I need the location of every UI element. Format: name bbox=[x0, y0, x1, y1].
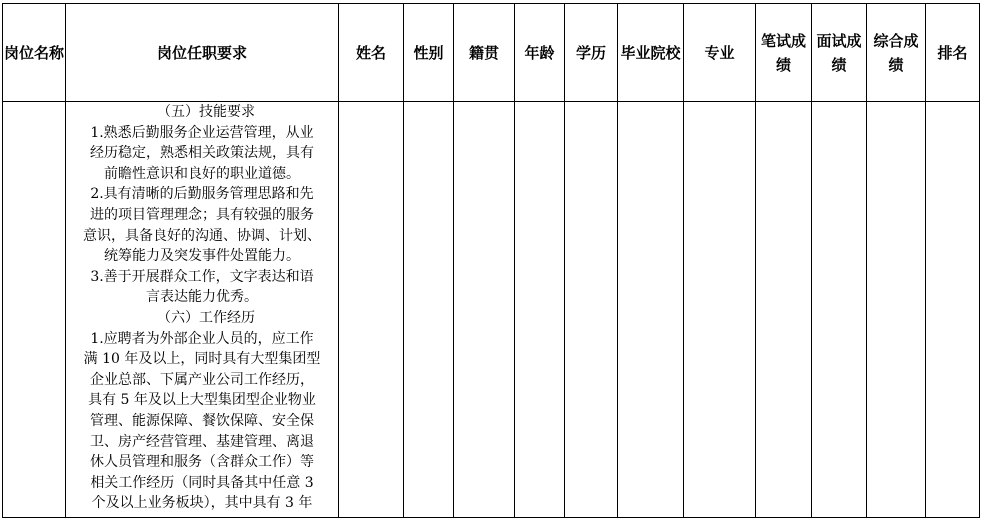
header-interview-score: 面试成绩 bbox=[812, 4, 867, 102]
cell-origin bbox=[454, 102, 515, 518]
req-line: 前瞻性意识和良好的职业道德。 bbox=[104, 165, 300, 182]
header-education: 学历 bbox=[565, 4, 618, 102]
req-line: 满 10 年及以上，同时具有大型集团型 bbox=[83, 351, 321, 368]
header-name: 姓名 bbox=[339, 4, 404, 102]
cell-education bbox=[565, 102, 618, 518]
req-line: 言表达能力优秀。 bbox=[146, 289, 258, 306]
cell-gender bbox=[404, 102, 454, 518]
header-origin: 籍贯 bbox=[454, 4, 515, 102]
cell-school bbox=[618, 102, 684, 518]
req-line: 具有 5 年及以上大型集团型企业物业 bbox=[88, 392, 316, 409]
req-line: 1.应聘者为外部企业人员的，应工作 bbox=[90, 330, 314, 347]
cell-age bbox=[515, 102, 565, 518]
req-line: 管理、能源保障、餐饮保障、安全保 bbox=[90, 412, 314, 429]
req-line: （五）技能要求 bbox=[157, 104, 255, 120]
recruitment-table bbox=[2, 3, 980, 518]
cell-post-name bbox=[3, 102, 66, 518]
header-major: 专业 bbox=[684, 4, 756, 102]
req-line: 相关工作经历（同时具备其中任意 3 bbox=[90, 474, 314, 491]
req-line: 3.善于开展群众工作，文字表达和语 bbox=[90, 268, 314, 285]
cell-rank bbox=[926, 102, 980, 518]
req-line: 1.熟悉后勤服务企业运营管理，从业 bbox=[90, 124, 314, 141]
req-line: 休人员管理和服务（含群众工作）等 bbox=[90, 454, 314, 471]
cell-overall-score bbox=[867, 102, 926, 518]
header-row bbox=[3, 4, 980, 102]
req-line: 个及以上业务板块），其中具有 3 年 bbox=[91, 495, 313, 512]
req-line: 进的项目管理理念；具有较强的服务 bbox=[90, 206, 314, 223]
header-requirements: 岗位任职要求 bbox=[66, 4, 339, 102]
req-line: 企业总部、下属产业公司工作经历， bbox=[90, 371, 314, 388]
header-overall-score: 综合成绩 bbox=[867, 4, 926, 102]
cell-requirements bbox=[66, 102, 339, 518]
cell-name bbox=[339, 102, 404, 518]
req-line: 意识，具备良好的沟通、协调、计划、 bbox=[83, 227, 321, 244]
req-line: 2.具有清晰的后勤服务管理思路和先 bbox=[90, 186, 314, 203]
cell-major bbox=[684, 102, 756, 518]
cell-written-score bbox=[756, 102, 812, 518]
cell-interview-score bbox=[812, 102, 867, 518]
header-gender: 性别 bbox=[404, 4, 454, 102]
req-line: （六）工作经历 bbox=[157, 309, 255, 326]
data-row bbox=[3, 102, 980, 518]
req-line: 经历稳定，熟悉相关政策法规，具有 bbox=[90, 145, 314, 162]
req-line: 卫、房产经营管理、基建管理、离退 bbox=[90, 433, 314, 450]
header-rank: 排名 bbox=[926, 4, 980, 102]
req-line: 统筹能力及突发事件处置能力。 bbox=[104, 248, 300, 265]
header-school: 毕业院校 bbox=[618, 4, 684, 102]
header-post-name: 岗位名称 bbox=[3, 4, 66, 102]
header-written-score: 笔试成绩 bbox=[756, 4, 812, 102]
header-age: 年龄 bbox=[515, 4, 565, 102]
